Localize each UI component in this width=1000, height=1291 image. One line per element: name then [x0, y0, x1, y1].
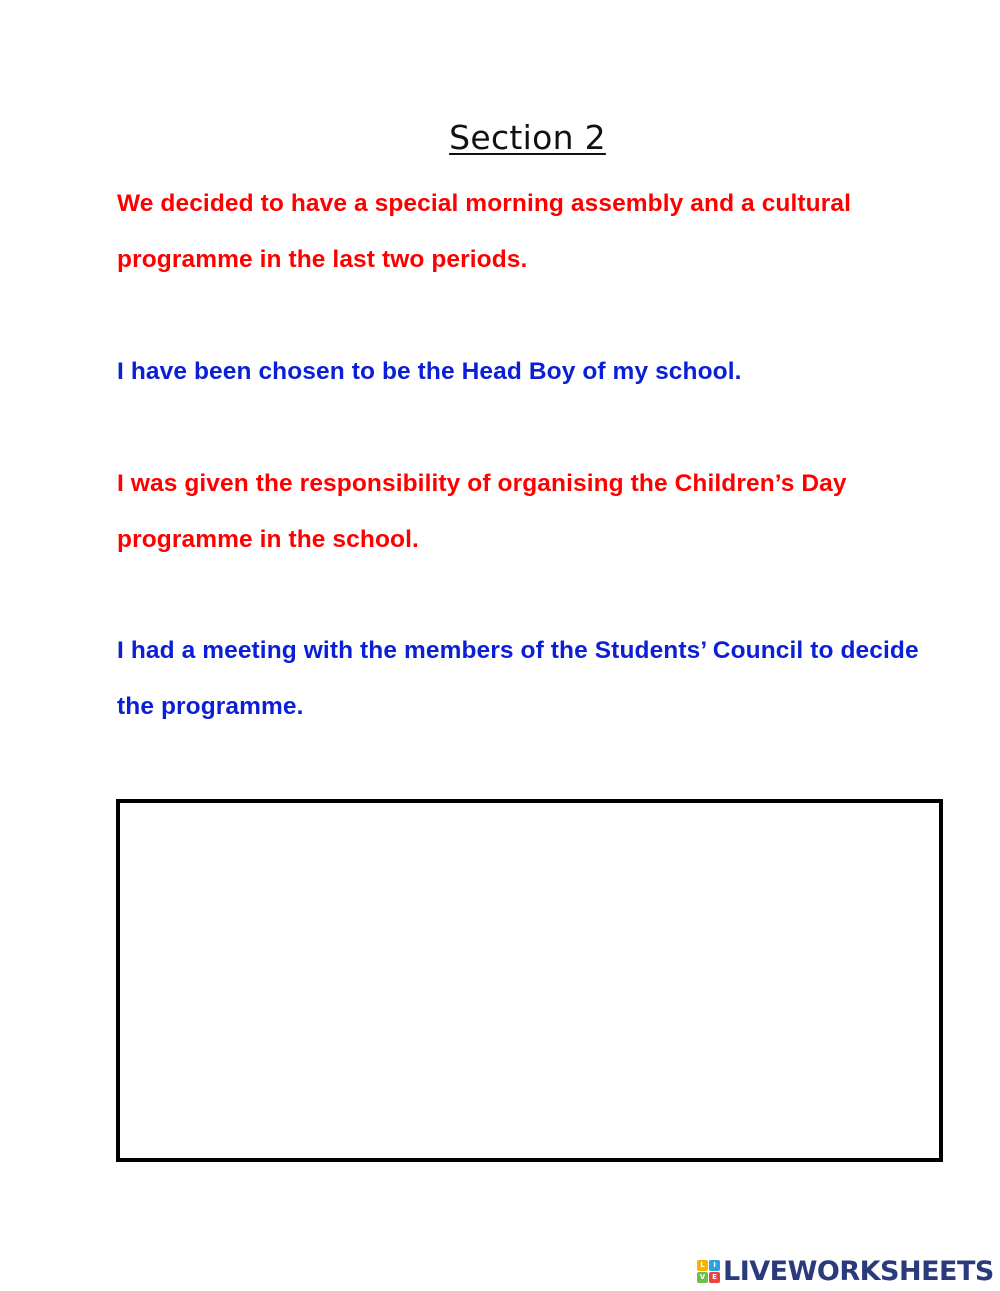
- sentence-3[interactable]: I was given the responsibility of organising the Children’s Day programme in the school.: [117, 470, 847, 553]
- sentence-2[interactable]: I have been chosen to be the Head Boy of my school.: [117, 358, 742, 385]
- section-title: Section 2: [449, 118, 606, 157]
- logo-square-v: V: [697, 1272, 708, 1283]
- answer-drop-box[interactable]: [116, 799, 943, 1162]
- sentence-1[interactable]: We decided to have a special morning assembly and a cultural programme in the last two periods.: [117, 190, 851, 273]
- liveworksheets-logo: [697, 1254, 994, 1288]
- logo-square-i: I: [709, 1260, 720, 1271]
- liveworksheets-icon: [697, 1260, 720, 1283]
- sentence-4[interactable]: I had a meeting with the members of the Students’ Council to decide the programme.: [117, 637, 919, 720]
- logo-text: LIVEWORKSHEETS: [723, 1255, 994, 1287]
- logo-square-l: L: [697, 1260, 708, 1271]
- logo-square-e: E: [709, 1272, 720, 1283]
